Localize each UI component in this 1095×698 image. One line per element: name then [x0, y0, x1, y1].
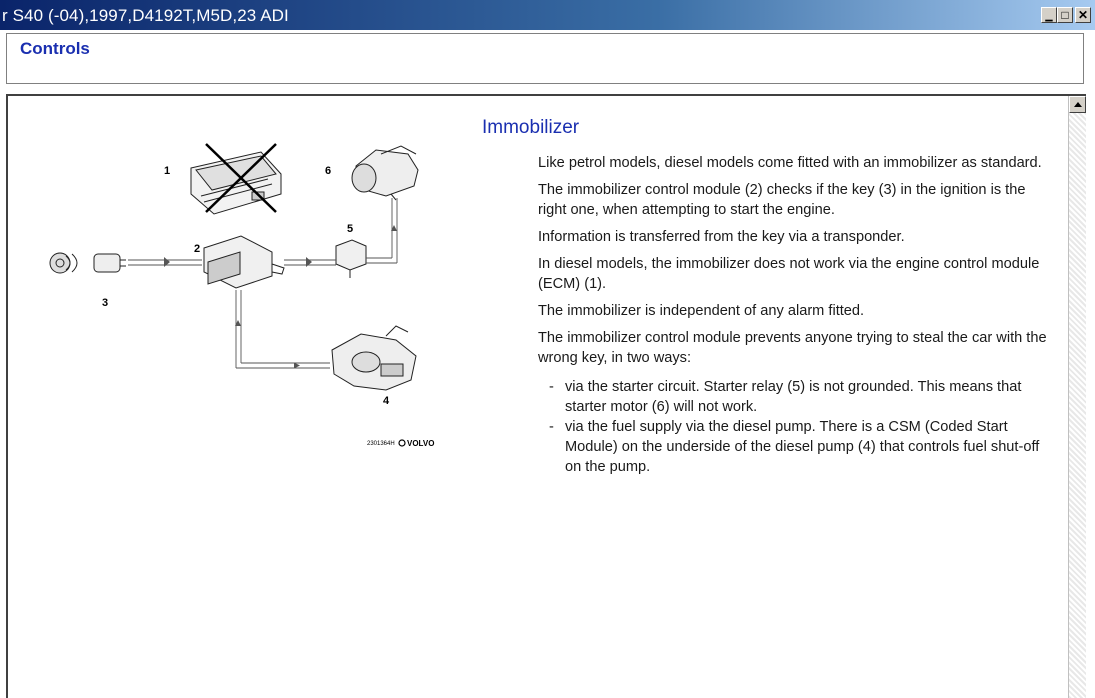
label-starter-relay: 5 [347, 223, 354, 235]
label-key: 3 [102, 297, 109, 309]
brand-mark: VOLVO [407, 439, 435, 448]
paragraph: Information is transferred from the key via a transponder. [538, 229, 905, 245]
close-icon: ✕ [1077, 8, 1089, 22]
paragraph: In diesel models, the immobilizer does not work via the engine control module (ECM) (1). [538, 256, 1040, 292]
arrow-up-icon [1074, 102, 1082, 107]
close-button[interactable] [1075, 7, 1091, 23]
starter-motor [352, 146, 418, 200]
list-item-text: via the fuel supply via the diesel pump. There is a CSM (Coded Start Module) on the underside of the diesel pump (4) that controls fuel shut-off on the pump. [565, 419, 1040, 475]
window-title: r S40 (-04),1997,D4192T,M5D,23 ADI [2, 6, 289, 25]
restore-button[interactable] [1057, 7, 1073, 23]
starter-relay [336, 240, 366, 278]
label-ecm: 1 [164, 165, 171, 177]
page-title: Controls [20, 39, 90, 58]
paragraph: Like petrol models, diesel models come fitted with an immobilizer as standard. [538, 155, 1042, 171]
label-diesel-pump: 4 [383, 395, 390, 407]
list-item: - via the fuel supply via the diesel pump. There is a CSM (Coded Start Module) on the underside of the diesel pump (4) that controls fuel shut-off on the pump. [549, 419, 1040, 475]
restore-icon: □ [1061, 8, 1069, 22]
article-body [538, 153, 1048, 477]
section-title: Immobilizer [482, 117, 580, 138]
immobilizer-diagram [36, 136, 456, 456]
diesel-pump [332, 326, 416, 390]
header-panel [6, 33, 1084, 84]
label-control-module: 2 [194, 243, 201, 255]
bullet-list [538, 377, 1048, 477]
paragraph: The immobilizer control module (2) checks if the key (3) in the ignition is the right one, when attempting to start the engine. [538, 182, 1026, 218]
paragraph: The immobilizer is independent of any alarm fitted. [538, 303, 865, 319]
minimize-icon: ▁ [1045, 11, 1053, 21]
content-panel [6, 94, 1086, 698]
paragraph: The immobilizer control module prevents anyone trying to steal the car with the wrong key, in two ways: [538, 330, 1047, 366]
label-starter-motor: 6 [325, 165, 332, 177]
list-item-text: via the starter circuit. Starter relay (5) is not grounded. This means that starter motor (6) will not work. [565, 379, 1022, 415]
key-with-transponder [50, 253, 126, 273]
immobilizer-control-module [204, 236, 284, 288]
volvo-logo-icon [399, 440, 405, 446]
scroll-up-button[interactable] [1069, 96, 1086, 113]
vertical-scrollbar[interactable] [1068, 96, 1086, 698]
window-title-bar[interactable] [0, 0, 1095, 30]
minimize-button[interactable] [1041, 7, 1057, 23]
image-code: 2301364H [367, 441, 395, 447]
list-item: - via the starter circuit. Starter relay (5) is not grounded. This means that starter motor (6) will not work. [549, 379, 1022, 415]
